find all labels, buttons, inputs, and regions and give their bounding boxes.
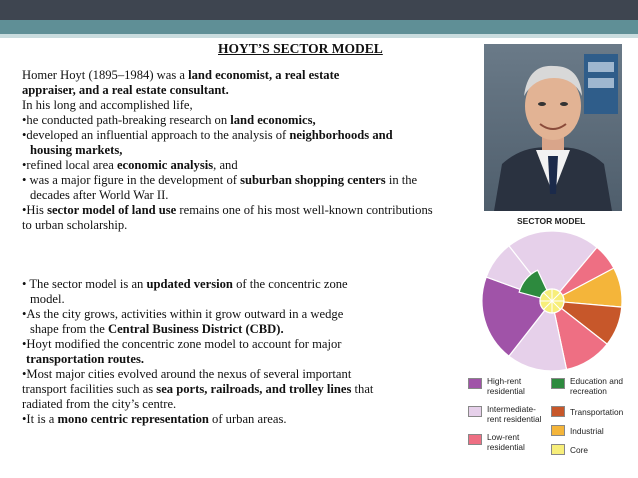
header-bar-light — [0, 34, 638, 38]
text-line: decades after World War II. — [30, 188, 169, 202]
text-line: • The sector model is an updated version of the concentric zone — [22, 277, 348, 291]
text-line: transport facilities such as sea ports, railroads, and trolley lines that — [22, 382, 374, 396]
legend-label-education: Education and recreation — [570, 376, 624, 396]
header-bar-teal — [0, 20, 638, 34]
text-line: • was a major figure in the development of suburban shopping centers in the — [22, 173, 418, 187]
text-line: Homer Hoyt (1895–1984) was a land economist, a real estate — [22, 68, 340, 82]
legend-label-intermediate: Intermediate- rent residential — [487, 404, 542, 424]
text-line: •His sector model of land use remains one of his most well-known contributions — [22, 203, 433, 217]
legend-swatch-high-rent — [468, 378, 482, 389]
text-line: •It is a mono centric representation of urban areas. — [22, 412, 287, 426]
text-line: •As the city grows, activities within it grow outward in a wedge — [22, 307, 344, 321]
legend-label-low-rent: Low-rent residential — [487, 432, 525, 452]
legend-label-high-rent: High-rent residential — [487, 376, 525, 396]
text-line: transportation routes. — [26, 352, 145, 366]
text-line: housing markets, — [30, 143, 123, 157]
text-line: •refined local area economic analysis, and — [22, 158, 238, 172]
sector-model-diagram — [479, 228, 625, 374]
slide-title: HOYT’S SECTOR MODEL — [218, 41, 383, 56]
legend-swatch-transportation — [551, 406, 565, 417]
legend-label-core: Core — [570, 445, 588, 455]
legend-swatch-intermediate — [468, 406, 482, 417]
legend-swatch-low-rent — [468, 434, 482, 445]
text-line: to urban scholarship. — [22, 218, 128, 232]
text-line: •he conducted path-breaking research on land economics, — [22, 113, 316, 127]
text-line: •Hoyt modified the concentric zone model to account for major — [22, 337, 342, 351]
legend-swatch-industrial — [551, 425, 565, 436]
text-line: •developed an influential approach to the analysis of neighborhoods and — [22, 128, 393, 142]
legend-swatch-core — [551, 444, 565, 455]
legend-swatch-education — [551, 378, 565, 389]
figure-title: SECTOR MODEL — [517, 216, 586, 226]
text-line: In his long and accomplished life, — [22, 98, 193, 112]
text-line: shape from the Central Business District (CBD). — [30, 322, 284, 336]
text-line: •Most major cities evolved around the nexus of several important — [22, 367, 352, 381]
header-bar-dark — [0, 0, 638, 20]
text-line: radiated from the city’s centre. — [22, 397, 177, 411]
portrait-photo — [484, 44, 622, 211]
legend-label-transportation: Transportation — [570, 407, 624, 417]
text-line: appraiser, and a real estate consultant. — [22, 83, 229, 97]
legend-label-industrial: Industrial — [570, 426, 604, 436]
text-line: model. — [30, 292, 65, 306]
